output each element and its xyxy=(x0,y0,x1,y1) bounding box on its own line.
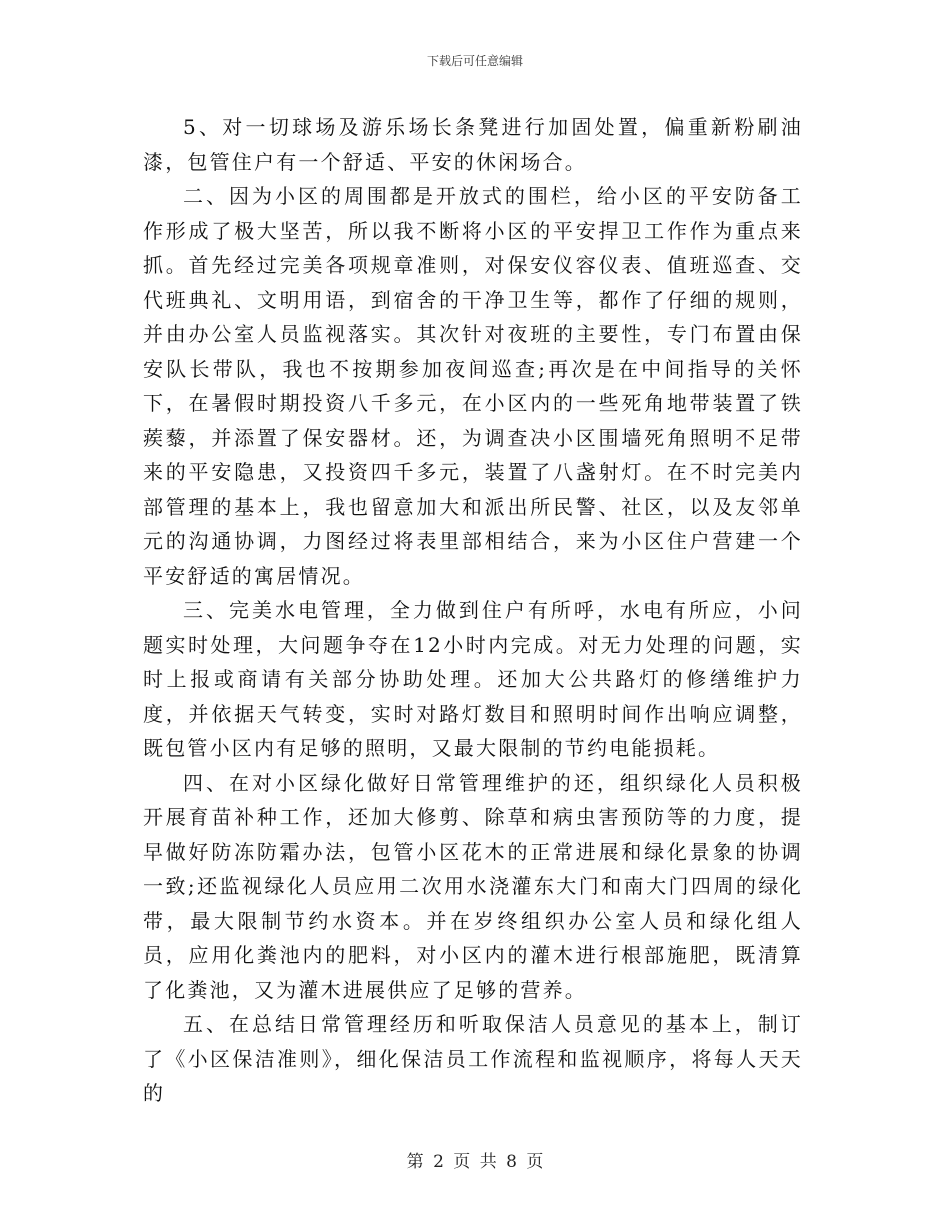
page-header: 下载后可任意编辑 xyxy=(426,54,523,68)
paragraph-4: 四、在对小区绿化做好日常管理维护的还，组织绿化人员积极开展育苗补种工作，还加大修剪、除草和病虫害预防等的力度，提早做好防冻防霜办法，包管小区花木的正常进展和绿化景象的协调一致;还监视绿化人员应用二次用水浇灌东大门和南大门四周的绿化带，最大限制节约水资本。并在岁终组织办公室人员和绿化组人员，应用化粪池内的肥料，对小区内的灌木进行根部施肥，既清算了化粪池，又为灌木进展供应了足够的营养。 xyxy=(143,770,803,1002)
page-number: 第 2 页 共 8 页 xyxy=(406,1152,544,1172)
paragraph-1: 5、对一切球场及游乐场长条凳进行加固处置，偏重新粉刷油漆，包管住户有一个舒适、平安的休闲场合。 xyxy=(143,115,803,174)
paragraph-5: 五、在总结日常管理经历和听取保洁人员意见的基本上，制订了《小区保洁准则》，细化保洁员工作流程和监视顺序，将每人天天的 xyxy=(143,1012,803,1105)
paragraph-2: 二、因为小区的周围都是开放式的围栏，给小区的平安防备工作形成了极大坚苦，所以我不断将小区的平安捍卫工作作为重点来抓。首先经过完美各项规章准则，对保安仪容仪表、值班巡查、交代班典礼、文明用语，到宿舍的干净卫生等，都作了仔细的规则，并由办公室人员监视落实。其次针对夜班的主要性，专门布置由保安队长带队，我也不按期参加夜间巡查;再次是在中间指导的关怀下，在暑假时期投资八千多元，在小区内的一些死角地带装置了铁蒺藜，并添置了保安器材。还，为调查决小区围墙死角照明不足带来的平安隐患，又投资四千多元，装置了八盏射灯。在不时完美内部管理的基本上，我也留意加大和派出所民警、社区，以及友邻单元的沟通协调，力图经过将表里部相结合，来为小区住户营建一个平安舒适的寓居情况。 xyxy=(143,184,803,588)
paragraph-3: 三、完美水电管理，全力做到住户有所呼，水电有所应，小问题实时处理，大问题争夺在12小时内完成。对无力处理的问题，实时上报或商请有关部分协助处理。还加大公共路灯的修缮维护力度，并依据天气转变，实时对路灯数目和照明时间作出响应调整，既包管小区内有足够的照明，又最大限制的节约电能损耗。 xyxy=(143,598,803,760)
document-body xyxy=(143,110,803,1111)
